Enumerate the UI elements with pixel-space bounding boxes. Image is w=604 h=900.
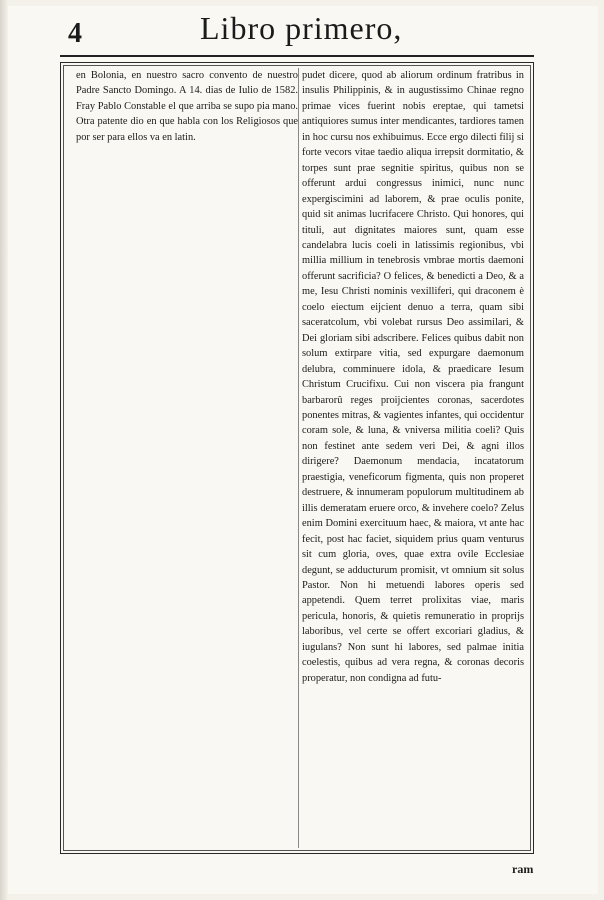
right-text-column <box>302 68 524 848</box>
left-paragraph: en Bolonia, en nuestro sacro convento de nuestro Padre Sancto Domingo. A 14. dias de Iulio de 1582. Fray Pablo Constable el que arriba se supo pia mano. Otra patente dio en que habla con los Religiosos que por ser para ellos va en latin. <box>76 70 298 143</box>
column-divider <box>298 68 299 848</box>
right-paragraph: pudet dicere, quod ab aliorum ordinum fratribus in insulis Philippinis, & in augustissimo Chinae regno primae vices fuerint nobis ereptae, qui tametsi antiquiores sumus inter mendicantes, tardiores tamen in hoc cursu nos exhibuimus. Ecce ergo dilecti filij si forte vecors vitae taedio aliqua irrepsit dormitatio, & torpes sunt prae segnitie spiritus, quibus non se offerunt ardui congressus inimici, nunc nunc expergiscimini ad laborem, & prae oculis ponite, quid sit animas lucrifacere Christo. Qui honores, qui tituli, aut dignitates maiores sunt, quam esse candelabra lucis coeli in latissimis regionibus, vbi millia millium in tenebrosis vmbrae mortis daemoni offerunt sacrificia? O felices, & benedicti a Deo, & a me, Iesu Christi nominis vexilliferi, qui draconem è coelo eiectum eijcient denuo a terra, quam sibi saceratcolum, vbi volebat rursus Deo assimilari, & Dei gloriam sibi adscribere. Felices quibus dabit non solum extirpare vitia, sed expurgare daemonum delubra, comminuere idola, & praedicare Iesum Christum Crucifixu. Cui non viscera pia frangunt barbarorû reges proijcientes coronas, sacerdotes ponentes mitras, & vagientes infantes, qui occidentur coram sole, & luna, & vniversa militia coeli? Quis non festinet ante sedem veri Dei, & agni illos dirigere? Daemonum mendacia, incatatorum praestigia, veneficorum figmenta, quis non properet destruere, & innumeram populorum multitudinem ab illis demeratam eruere orco, & invehere coelo? Zelus enim Domini exercituum haec, & maiora, vt ante hac fecit, post hac faciet, siquidem prius quam venturus sit cum gloria, oves, quae extra ovile Ecclesiae degunt, se adducturum promisit, vt omnium sit solus Pastor. Non hi metuendi labores operis sed appetendi. Quem terret prolixitas viae, maris pericula, honoris, & quietis remuneratio in proprijs laboribus, vel certe se offert excoriari gladius, & iugulans? Non sunt hi labores, sed palmae initia coelestis, quibus ad vera regna, & coronas decoris properatur, non condigna ad futu- <box>302 70 524 684</box>
binding-shadow <box>0 0 8 900</box>
running-head-title: Libro primero, <box>200 10 403 46</box>
page-number: 4 <box>68 18 82 49</box>
catchword: ram <box>512 862 534 876</box>
header-rule <box>60 55 534 57</box>
left-text-column <box>76 68 298 848</box>
